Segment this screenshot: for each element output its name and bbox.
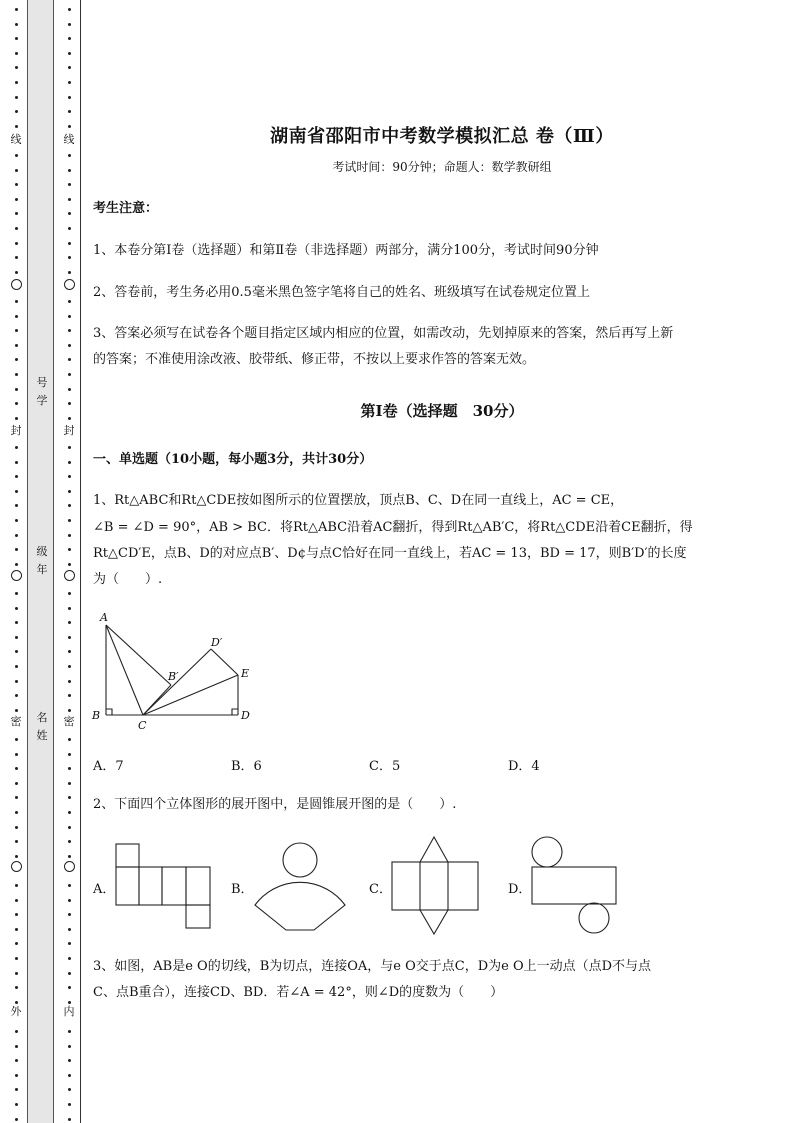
- margin-dot: [68, 636, 71, 639]
- margin-dot: [15, 242, 18, 245]
- margin-dot: [15, 840, 18, 843]
- margin-dot: [68, 1088, 71, 1091]
- margin-dot: [68, 402, 71, 405]
- margin-dot: [68, 1103, 71, 1106]
- margin-dot: [15, 1045, 18, 1048]
- margin-dot: [68, 358, 71, 361]
- outer-char-feng: 封: [10, 424, 22, 437]
- margin-dot: [68, 680, 71, 683]
- q1-option-c: C．5: [369, 759, 401, 774]
- margin-dot: [68, 169, 71, 172]
- margin-dot: [15, 66, 18, 69]
- q2-option-a: A．: [93, 882, 116, 897]
- margin-dot: [68, 300, 71, 303]
- margin-dot: [15, 198, 18, 201]
- margin-dot: [15, 928, 18, 931]
- inner-char-mi: 密: [63, 715, 75, 728]
- fig-label-e: E: [241, 667, 250, 680]
- margin-dot: [15, 811, 18, 814]
- margin-dot: [68, 271, 71, 274]
- margin-dot: [15, 680, 18, 683]
- margin-dot: [15, 8, 18, 11]
- margin-dot: [15, 183, 18, 186]
- margin-dot: [15, 125, 18, 128]
- margin-dot: [68, 519, 71, 522]
- fig-label-d-prime: D′: [211, 636, 223, 649]
- margin-dot: [15, 650, 18, 653]
- margin-dot: [68, 504, 71, 507]
- margin-dot: [15, 899, 18, 902]
- margin-dot: [15, 1059, 18, 1062]
- outer-circle: [11, 861, 22, 872]
- margin-dot: [15, 212, 18, 215]
- margin-dot: [15, 300, 18, 303]
- margin-dot: [15, 154, 18, 157]
- q1-line-1: 1、Rt△ABC和Rt△CDE按如图所示的位置摆放，顶点B、C、D在同一直线上，AC = CE，: [93, 493, 624, 508]
- margin-dot: [15, 534, 18, 537]
- inner-char-feng: 封: [63, 424, 75, 437]
- margin-dot: [68, 621, 71, 624]
- margin-dot: [15, 475, 18, 478]
- margin-dot: [15, 1088, 18, 1091]
- margin-dot: [68, 563, 71, 566]
- margin-dot: [15, 563, 18, 566]
- margin-dot: [15, 709, 18, 712]
- margin-dot: [68, 110, 71, 113]
- notice-item-3-cont: 的答案；不准使用涂改液、胶带纸、修正带，不按以上要求作答的答案无效。: [93, 352, 536, 367]
- margin-dot: [68, 767, 71, 770]
- margin-dot: [68, 1074, 71, 1077]
- margin-dot: [15, 519, 18, 522]
- q2-net-a: [112, 840, 216, 932]
- margin-dot: [15, 1001, 18, 1004]
- inner-char-nei: 内: [63, 1005, 75, 1018]
- field-grade: 级年: [36, 545, 48, 576]
- margin-dot: [68, 855, 71, 858]
- q2-stem: 2、下面四个立体图形的展开图中，是圆锥展开图的是（ ）.: [93, 797, 457, 812]
- margin-dot: [15, 23, 18, 26]
- margin-dot: [15, 665, 18, 668]
- q1-figure: [88, 605, 268, 735]
- inner-dot-column: [62, 0, 76, 1123]
- margin-dot: [15, 942, 18, 945]
- margin-dot: [15, 767, 18, 770]
- notice-item-3: 3、答案必须写在试卷各个题目指定区域内相应的位置，如需改动，先划掉原来的答案，然后再写上新: [93, 326, 674, 341]
- margin-dot: [68, 548, 71, 551]
- margin-dot: [15, 96, 18, 99]
- field-name: 名姓: [36, 711, 48, 742]
- margin-dot: [68, 534, 71, 537]
- margin-dot: [15, 636, 18, 639]
- q2-option-b: B．: [231, 882, 254, 897]
- margin-dot: [15, 753, 18, 756]
- margin-dot: [68, 738, 71, 741]
- page-title: 湖南省邵阳市中考数学模拟汇总 卷（Ⅲ）: [270, 126, 614, 147]
- margin-dot: [68, 913, 71, 916]
- margin-dot: [68, 782, 71, 785]
- margin-dot: [68, 8, 71, 11]
- margin-dot: [68, 1118, 71, 1121]
- margin-rule: [80, 0, 81, 1123]
- fig-label-b-prime: B′: [168, 670, 179, 683]
- notice-item-1: 1、本卷分第Ⅰ卷（选择题）和第Ⅱ卷（非选择题）两部分，满分100分，考试时间90分钟: [93, 243, 599, 258]
- margin-dot: [15, 329, 18, 332]
- margin-dot: [68, 52, 71, 55]
- margin-dot: [68, 796, 71, 799]
- margin-dot: [15, 957, 18, 960]
- outer-char-xian: 线: [10, 133, 22, 146]
- margin-dot: [68, 81, 71, 84]
- margin-dot: [15, 796, 18, 799]
- margin-dot: [68, 66, 71, 69]
- margin-dot: [15, 1074, 18, 1077]
- margin-dot: [15, 607, 18, 610]
- margin-dot: [15, 826, 18, 829]
- q2-option-d: D．: [508, 882, 532, 897]
- q3-line-1: 3、如图，AB是e O的切线，B为切点，连接OA，与e O交于点C，D为e O上一动点（点D不与点: [93, 959, 652, 974]
- margin-dot: [68, 665, 71, 668]
- margin-dot: [68, 957, 71, 960]
- margin-dot: [15, 490, 18, 493]
- part-heading: 一、单选题（10小题，每小题3分，共计30分）: [93, 452, 373, 467]
- margin-dot: [68, 840, 71, 843]
- margin-dot: [15, 913, 18, 916]
- margin-dot: [68, 694, 71, 697]
- outer-circle: [11, 279, 22, 290]
- outer-char-wai: 外: [10, 1005, 22, 1018]
- margin-dot: [15, 37, 18, 40]
- margin-dot: [15, 402, 18, 405]
- fig-label-a: A: [100, 611, 108, 624]
- margin-dot: [68, 826, 71, 829]
- margin-dot: [68, 125, 71, 128]
- margin-dot: [15, 315, 18, 318]
- q2-net-d: [528, 834, 620, 936]
- margin-dot: [15, 592, 18, 595]
- margin-dot: [15, 782, 18, 785]
- inner-char-xian: 线: [63, 133, 75, 146]
- margin-dot: [15, 271, 18, 274]
- inner-circle: [64, 279, 75, 290]
- margin-dot: [68, 37, 71, 40]
- margin-dot: [15, 110, 18, 113]
- q1-line-4: 为（ ）.: [93, 572, 163, 587]
- margin-dot: [15, 1118, 18, 1121]
- margin-dot: [68, 986, 71, 989]
- margin-dot: [15, 373, 18, 376]
- q1-option-b: B．6: [231, 759, 262, 774]
- margin-dot: [15, 694, 18, 697]
- margin-dot: [68, 650, 71, 653]
- fig-label-d: D: [241, 709, 250, 722]
- margin-dot: [15, 344, 18, 347]
- notice-heading: 考生注意：: [93, 201, 159, 216]
- margin-dot: [68, 709, 71, 712]
- margin-dot: [68, 212, 71, 215]
- margin-dot: [68, 1030, 71, 1033]
- margin-dot: [15, 1103, 18, 1106]
- margin-dot: [68, 256, 71, 259]
- margin-dot: [68, 972, 71, 975]
- field-student-number: 号学: [36, 376, 48, 407]
- section-title: 第Ⅰ卷（选择题 30分）: [360, 402, 524, 420]
- margin-dot: [68, 942, 71, 945]
- margin-dot: [68, 811, 71, 814]
- margin-dot: [15, 1030, 18, 1033]
- q2-net-b: [252, 840, 352, 934]
- margin-dot: [68, 388, 71, 391]
- margin-dot: [15, 972, 18, 975]
- margin-dot: [68, 928, 71, 931]
- margin-dot: [68, 475, 71, 478]
- margin-dot: [15, 855, 18, 858]
- margin-dot: [15, 884, 18, 887]
- margin-dot: [68, 183, 71, 186]
- margin-dot: [68, 446, 71, 449]
- margin-dot: [15, 81, 18, 84]
- margin-dot: [68, 373, 71, 376]
- margin-dot: [68, 154, 71, 157]
- margin-dot: [68, 329, 71, 332]
- q1-line-3: Rt△CD′E，点B、D的对应点B′、D¢与点C恰好在同一直线上，若AC = 13，BD = 17，则B′D′的长度: [93, 546, 687, 561]
- outer-char-mi: 密: [10, 715, 22, 728]
- inner-circle: [64, 570, 75, 581]
- margin-dot: [68, 242, 71, 245]
- margin-dot: [68, 607, 71, 610]
- margin-dot: [15, 504, 18, 507]
- margin-dot: [15, 227, 18, 230]
- q1-option-d: D．4: [508, 759, 540, 774]
- margin-dot: [15, 461, 18, 464]
- margin-dot: [68, 884, 71, 887]
- margin-dot: [68, 490, 71, 493]
- notice-item-2: 2、答卷前，考生务必用0.5毫米黑色签字笔将自己的姓名、班级填写在试卷规定位置上: [93, 285, 590, 300]
- margin-dot: [15, 256, 18, 259]
- margin-dot: [68, 96, 71, 99]
- q2-net-c: [390, 834, 480, 936]
- fig-label-c: C: [138, 719, 147, 732]
- margin-dot: [68, 23, 71, 26]
- outer-circle: [11, 570, 22, 581]
- margin-dot: [68, 1001, 71, 1004]
- margin-dot: [15, 417, 18, 420]
- margin-dot: [68, 753, 71, 756]
- margin-dot: [15, 986, 18, 989]
- page-subtitle: 考试时间：90分钟；命题人：数学教研组: [332, 160, 552, 174]
- margin-dot: [15, 621, 18, 624]
- outer-dot-column: [9, 0, 23, 1123]
- q1-line-2: ∠B = ∠D = 90°，AB > BC．将Rt△ABC沿着AC翻折，得到Rt△AB′C，将Rt△CDE沿着CE翻折，得: [93, 520, 693, 535]
- margin-dot: [68, 461, 71, 464]
- margin-dot: [15, 738, 18, 741]
- margin-dot: [68, 1059, 71, 1062]
- margin-dot: [68, 899, 71, 902]
- margin-dot: [68, 227, 71, 230]
- q1-option-a: A．7: [93, 759, 124, 774]
- margin-dot: [68, 198, 71, 201]
- margin-dot: [15, 388, 18, 391]
- margin-dot: [15, 358, 18, 361]
- margin-dot: [15, 52, 18, 55]
- fig-label-b: B: [92, 709, 101, 722]
- margin-dot: [68, 315, 71, 318]
- margin-dot: [15, 548, 18, 551]
- inner-circle: [64, 861, 75, 872]
- q2-option-c: C．: [369, 882, 392, 897]
- margin-dot: [68, 344, 71, 347]
- margin-dot: [68, 592, 71, 595]
- margin-dot: [15, 169, 18, 172]
- margin-dot: [15, 446, 18, 449]
- q3-line-2: C、点B重合），连接CD、BD．若∠A = 42°，则∠D的度数为（ ）: [93, 985, 504, 1000]
- margin-dot: [68, 1045, 71, 1048]
- margin-dot: [68, 417, 71, 420]
